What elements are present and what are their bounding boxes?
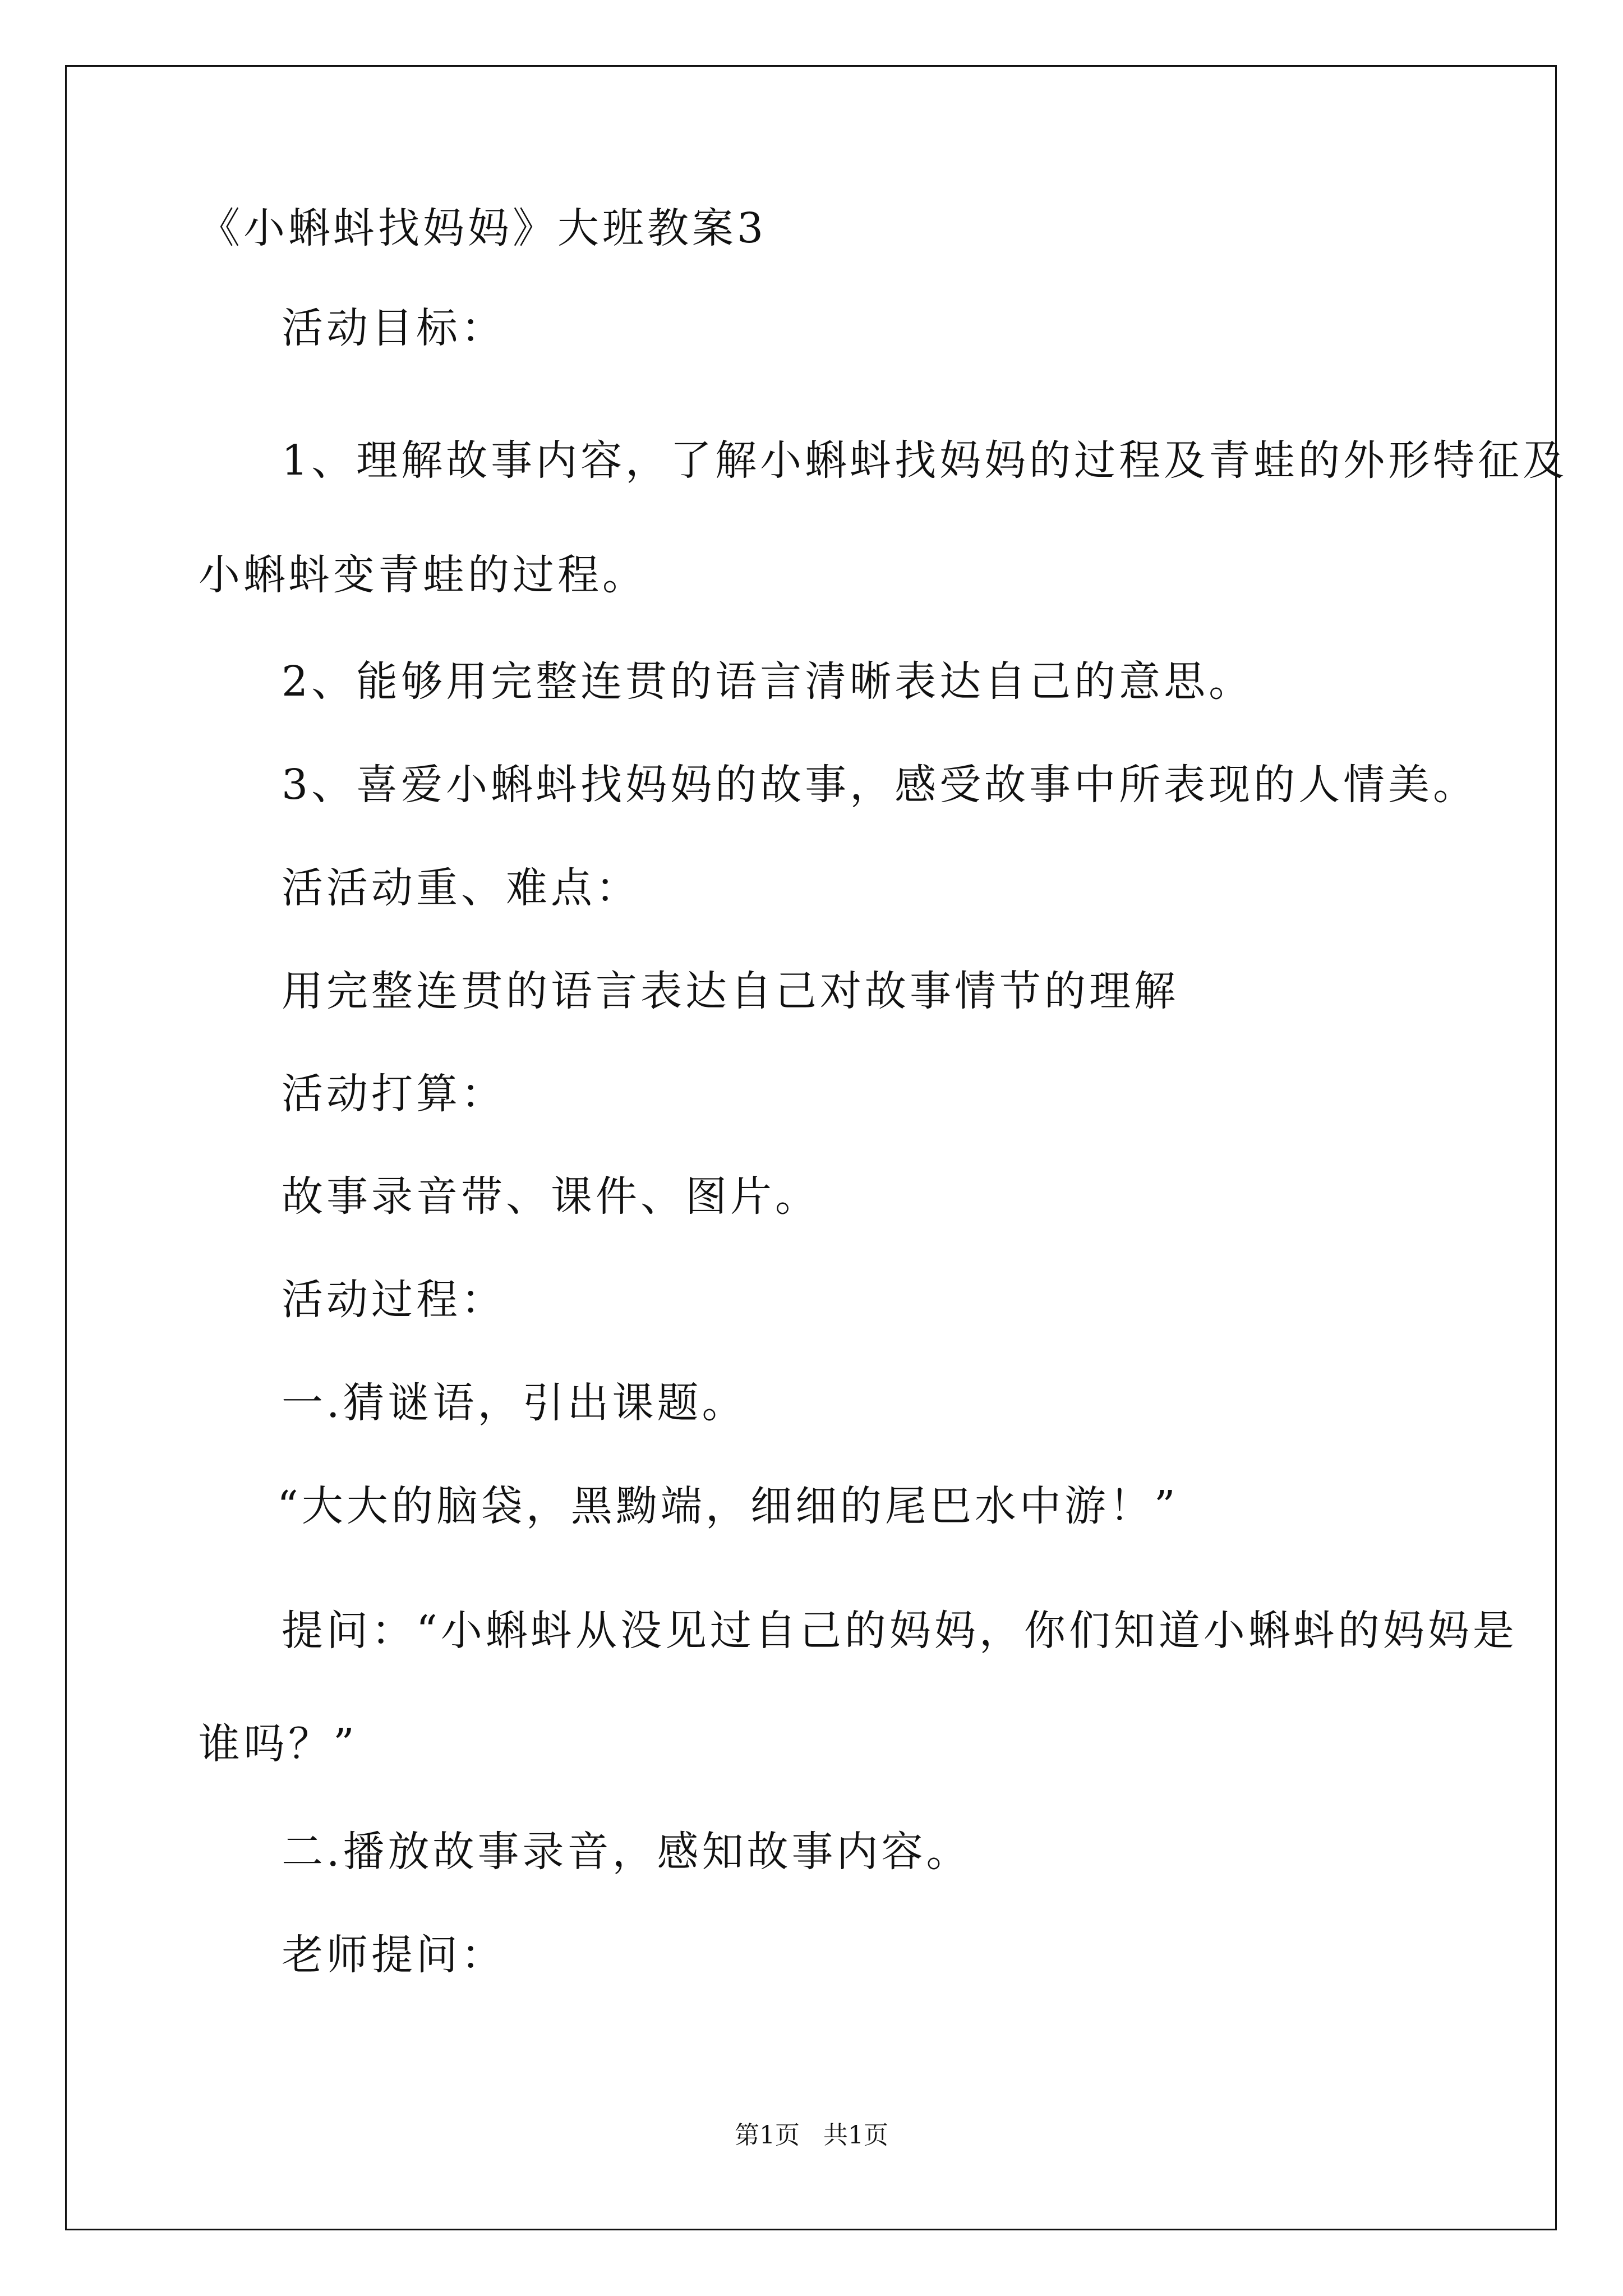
paragraph-line: 二.播放故事录音，感知故事内容。 (282, 1828, 971, 1876)
paragraph-line: “大大的脑袋，黑黝端，细细的尾巴水中游！” (277, 1482, 1179, 1530)
paragraph-line: 一.猜谜语，引出课题。 (282, 1379, 747, 1427)
section-heading-process: 活动过程： (282, 1276, 506, 1324)
section-heading-key-points: 活活动重、难点： (282, 864, 640, 912)
paragraph-line: 3、喜爱小蝌蚪找妈妈的故事，感受故事中所表现的人情美。 (282, 761, 1478, 809)
paragraph-line: 1、理解故事内容，了解小蝌蚪找妈妈的过程及青蛙的外形特征及 (282, 436, 1568, 485)
paragraph-line: 谁吗？” (199, 1720, 358, 1768)
paragraph-line: 老师提问： (282, 1931, 506, 1979)
paragraph-line: 提问：“小蝌蚪从没见过自己的妈妈，你们知道小蝌蚪的妈妈是 (282, 1607, 1518, 1655)
paragraph-line: 故事录音带、课件、图片。 (282, 1172, 820, 1221)
section-heading-preparation: 活动打算： (282, 1070, 506, 1118)
page-number-footer: 第1页 共1页 (735, 2121, 888, 2150)
paragraph-line: 小蝌蚪变青蛙的过程。 (199, 551, 647, 599)
paragraph-line: 2、能够用完整连贯的语言清晰表达自己的意思。 (282, 657, 1254, 706)
page-border (65, 65, 1557, 2230)
paragraph-line: 用完整连贯的语言表达自己对故事情节的理解 (282, 967, 1179, 1015)
section-heading-goals: 活动目标： (282, 304, 506, 352)
document-title: 《小蝌蚪找妈妈》大班教案3 (199, 204, 767, 252)
